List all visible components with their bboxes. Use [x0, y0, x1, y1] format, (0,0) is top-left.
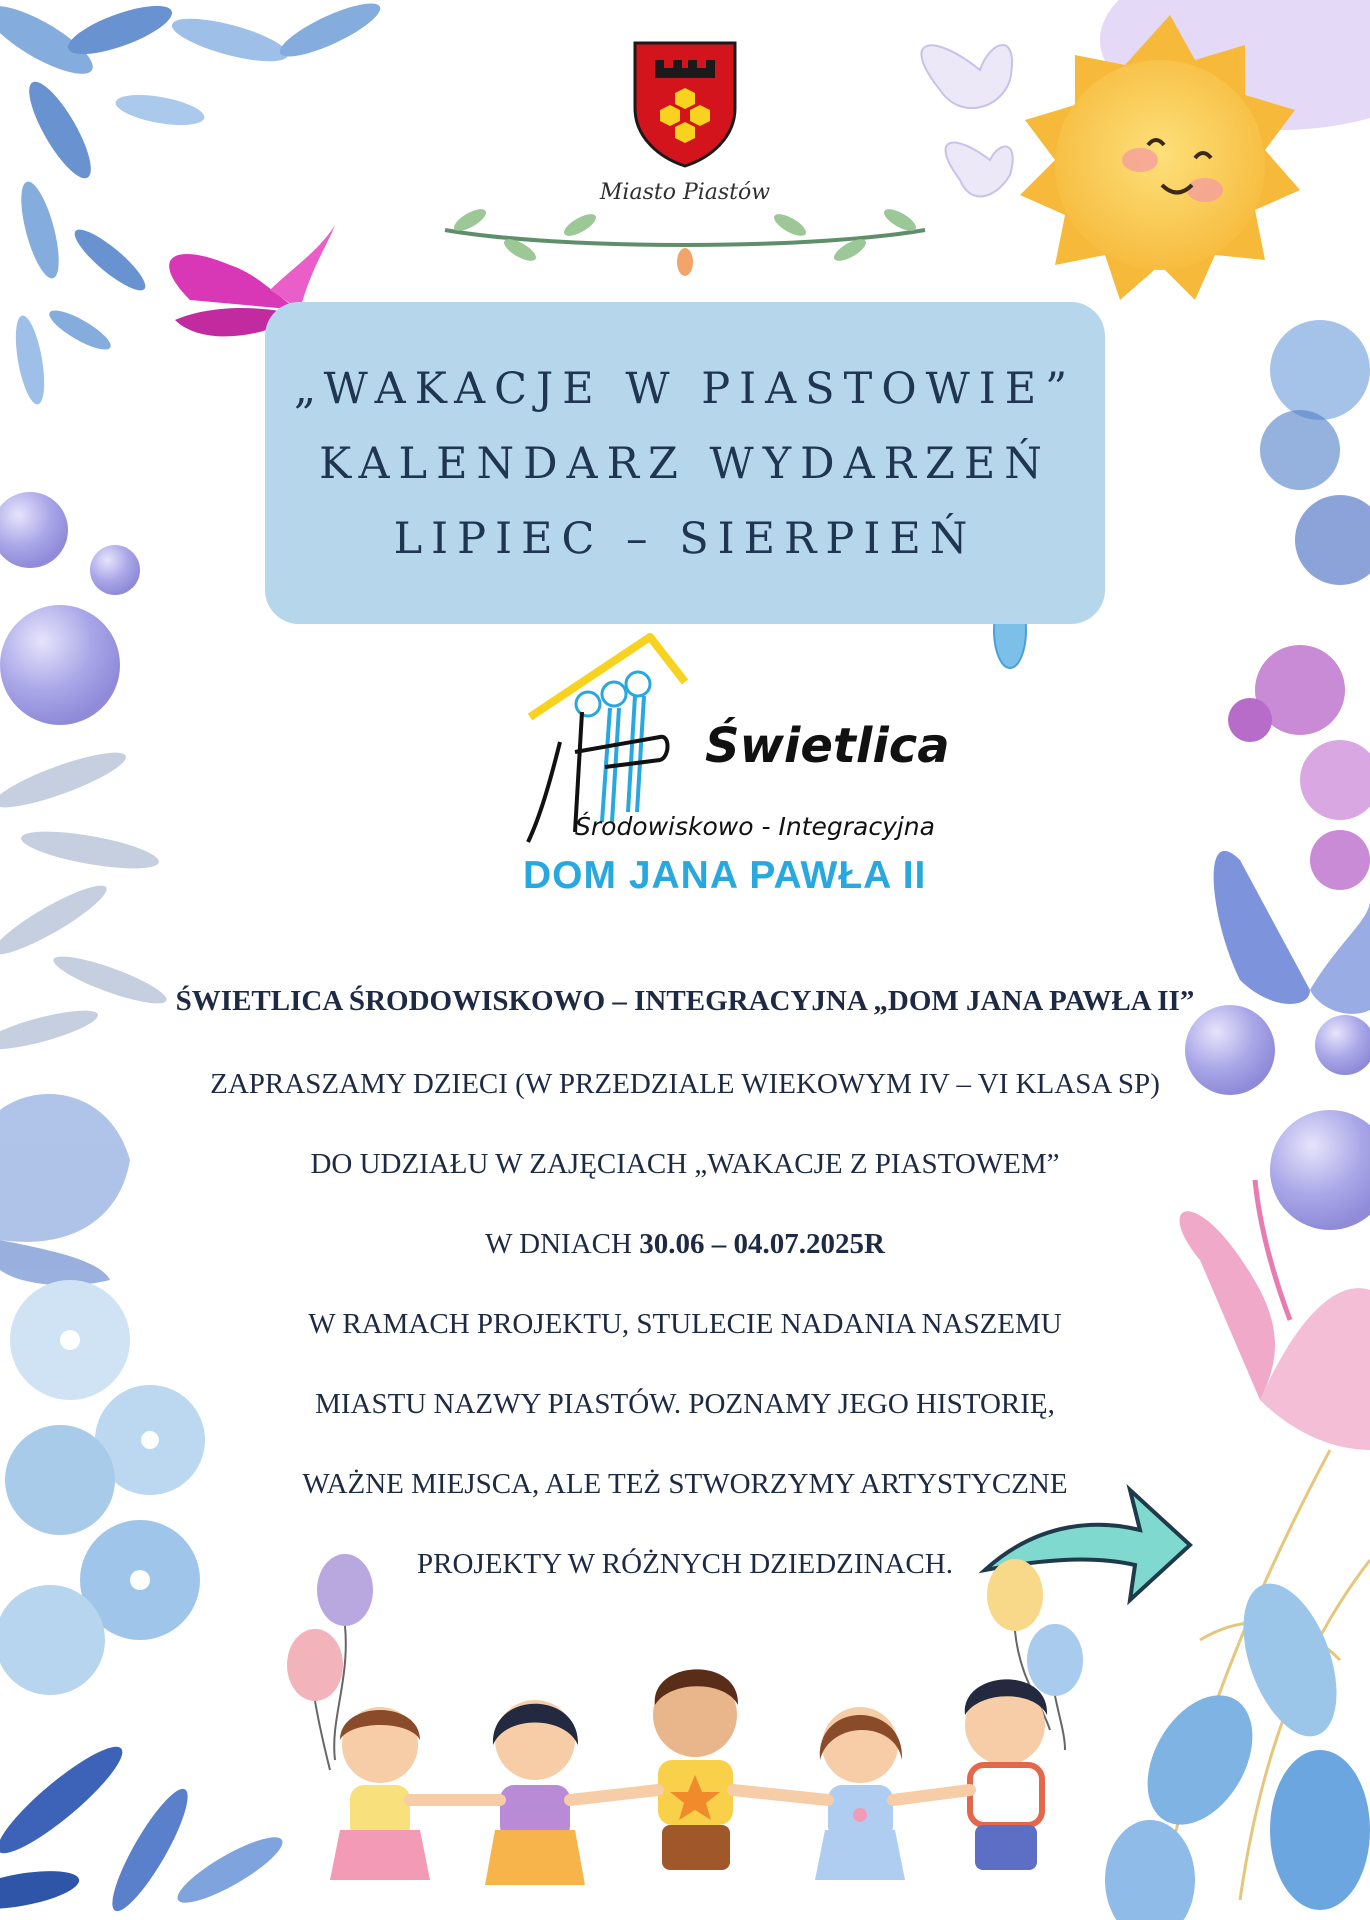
vine-icon — [445, 205, 925, 276]
butterfly-white-icon — [921, 45, 1012, 196]
leaves-bottom-left-icon — [0, 1735, 289, 1919]
bubbles-left-icon — [0, 492, 140, 725]
town-crest-icon — [630, 38, 740, 168]
children-illustration-icon — [330, 1669, 1047, 1885]
logo-org: DOM JANA PAWŁA II — [523, 854, 927, 897]
dates-value: 30.06 – 04.07.2025R — [639, 1228, 885, 1260]
body-line-5: W RAMACH PROJEKTU, STULECIE NADANIA NASZEMU — [308, 1308, 1062, 1340]
body-line-2: ZAPRASZAMY DZIECI (W PRZEDZIALE WIEKOWYM IV – VI KLASA SP) — [210, 1068, 1160, 1100]
body-line-7: WAŻNE MIEJSCA, ALE TEŻ STWORZYMY ARTYSTYCZNE — [302, 1468, 1068, 1500]
title-line-1: „WAKACJE W PIASTOWIE” — [293, 364, 1077, 414]
butterfly-blue-left-icon — [0, 1094, 130, 1285]
logo-name: Świetlica — [705, 718, 950, 774]
body-line-4 — [150, 1228, 1220, 1261]
title-line-3: LIPIEC – SIERPIEŃ — [393, 514, 977, 564]
flowers-right-icon — [1228, 320, 1370, 890]
body-heading: ŚWIETLICA ŚRODOWISKOWO – INTEGRACYJNA „DOM JANA PAWŁA II” — [175, 985, 1195, 1017]
leaves-left-icon — [0, 743, 170, 1057]
title-banner — [265, 302, 1105, 624]
body-line-6: MIASTU NAZWY PIASTÓW. POZNAMY JEGO HISTORIĘ, — [315, 1388, 1055, 1420]
logo-subtitle: Środowiskowo - Integracyjna — [575, 812, 935, 841]
bubbles-right-icon — [1185, 1005, 1370, 1230]
dates-prefix: W DNIACH — [485, 1228, 640, 1260]
town-label: Miasto Piastów — [599, 180, 771, 205]
body-line-8: PROJEKTY W RÓŻNYCH DZIEDZINACH. — [417, 1548, 953, 1580]
title-line-2: KALENDARZ WYDARZEŃ — [319, 439, 1051, 489]
body-line-3: DO UDZIAŁU W ZAJĘCIACH „WAKACJE Z PIASTOWEM” — [310, 1148, 1060, 1180]
